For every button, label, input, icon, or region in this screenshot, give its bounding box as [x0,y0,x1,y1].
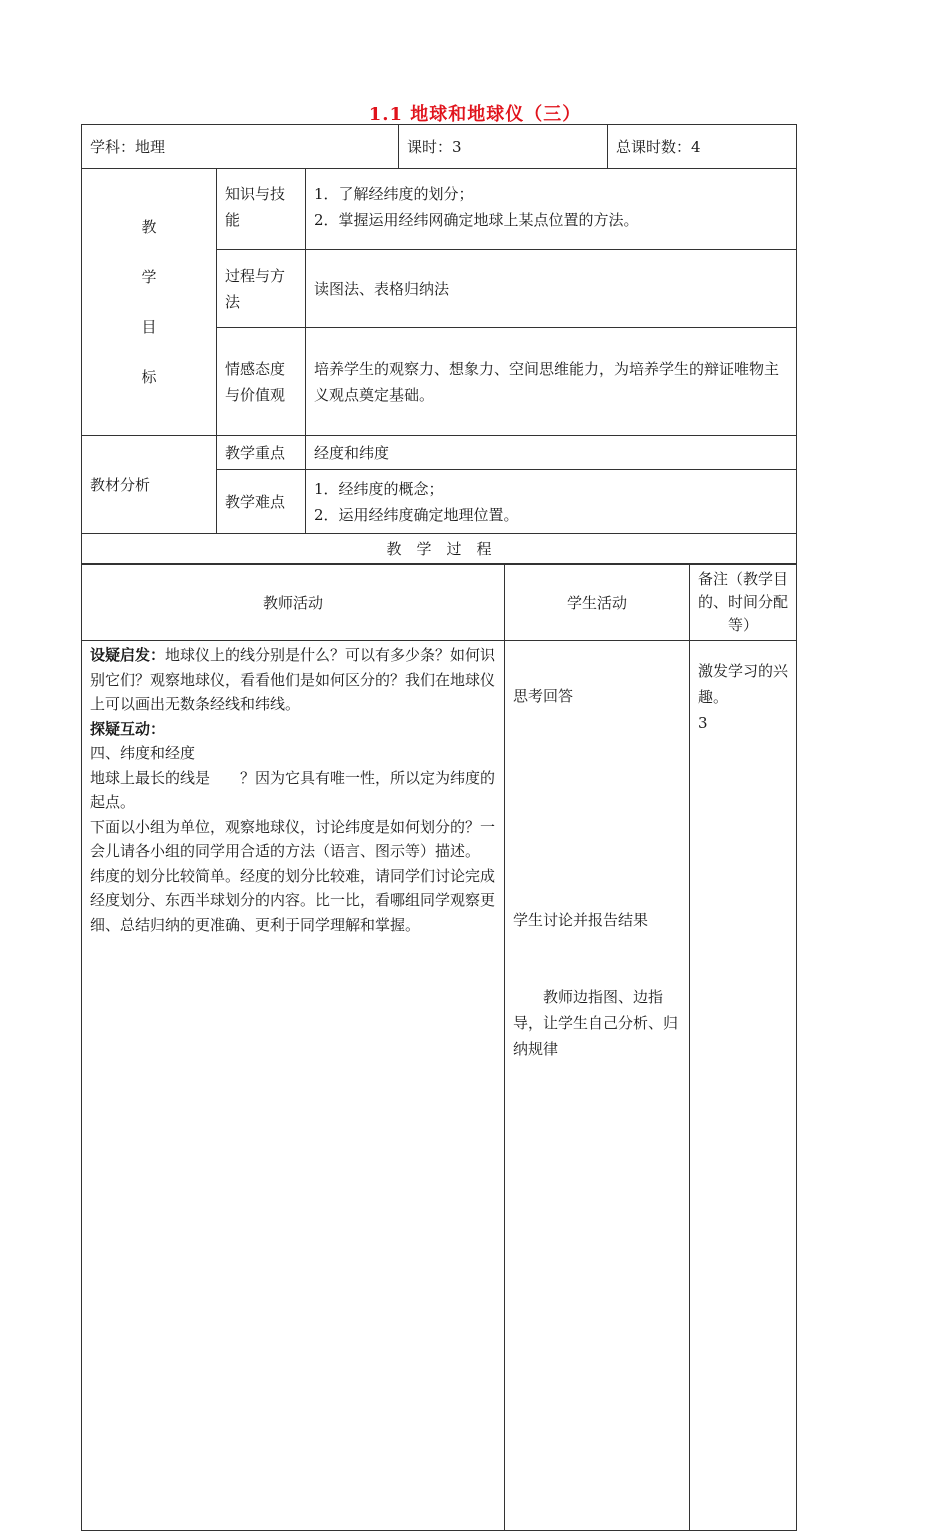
remark-item: 激发学习的兴趣。 [698,662,789,706]
student-activity-content [505,641,690,1531]
teacher-activity-content [82,641,505,1531]
inquiry-text: 地球仪上的线分别是什么？可以有多少条？如何识别它们？观察地球仪，看看他们是如何区分的？我们在地球仪上可以画出无数条经线和纬线。 [90,646,496,713]
attitude-values-content: 培养学生的观察力、想象力、空间思维能力，为培养学生的辩证唯物主义观点奠定基础。 [306,328,797,436]
inquiry-label: 设疑启发： [90,646,166,664]
teacher-paragraph: 纬度的划分比较简单。经度的划分比较难，请同学们讨论完成经度划分、东西半球划分的内容。比一比，看哪组同学观察更细、总结归纳的更准确、更利于同学理解和掌握。 [90,866,496,934]
objectives-label-char: 标 [141,368,157,386]
content-line: 1．了解经纬度的划分； [314,185,474,203]
key-point-content: 经度和纬度 [306,436,797,470]
knowledge-skill-label: 知识与技能 [217,169,306,250]
student-activity-item: 思考回答 [513,687,574,705]
student-activity-item: 学生讨论并报告结果 [513,911,649,929]
process-header: 教 学 过 程 [82,534,797,564]
process-method-label: 过程与方法 [217,250,306,328]
content-line: 1．经纬度的概念； [314,479,444,498]
student-activity-header: 学生活动 [505,565,690,641]
lesson-plan-table [81,124,797,564]
analysis-label: 教材分析 [82,436,217,534]
objectives-label-char: 学 [141,268,157,286]
objectives-label-char: 教 [141,218,157,236]
process-table [81,564,797,1531]
process-method-content: 读图法、表格归纳法 [306,250,797,328]
remark-item: 3 [698,714,708,732]
objectives-label-char: 目 [141,318,157,336]
remark-content [690,641,797,1531]
objectives-label [82,169,217,436]
difficulty-content [306,470,797,534]
content-line: 2．运用经纬度确定地理位置。 [314,505,519,524]
lesson-count-cell: 课时：3 [399,125,608,169]
explore-label: 探疑互动： [90,719,166,738]
difficulty-label: 教学难点 [217,470,306,534]
key-point-label: 教学重点 [217,436,306,470]
knowledge-skill-content [306,169,797,250]
subject-cell: 学科：地理 [82,125,399,169]
attitude-values-label: 情感态度与价值观 [217,328,306,436]
content-line: 2．掌握运用经纬网确定地球上某点位置的方法。 [314,211,639,229]
teacher-activity-header: 教师活动 [82,565,505,641]
student-activity-item: 教师边指图、边指导，让学生自己分析、归纳规律 [513,988,679,1058]
total-lessons-cell: 总课时数：4 [608,125,797,169]
section-heading: 四、纬度和经度 [90,744,196,762]
page-title: 1.1 地球和地球仪（三） [368,104,582,125]
remark-header: 备注（教学目的、时间分配等） [690,565,797,641]
teacher-paragraph: 下面以小组为单位，观察地球仪，讨论纬度是如何划分的？一会儿请各小组的同学用合适的方法（语言、图示等）描述。 [90,817,496,860]
teacher-paragraph: 地球上最长的线是 ？因为它具有唯一性，所以定为纬度的起点。 [90,768,496,811]
